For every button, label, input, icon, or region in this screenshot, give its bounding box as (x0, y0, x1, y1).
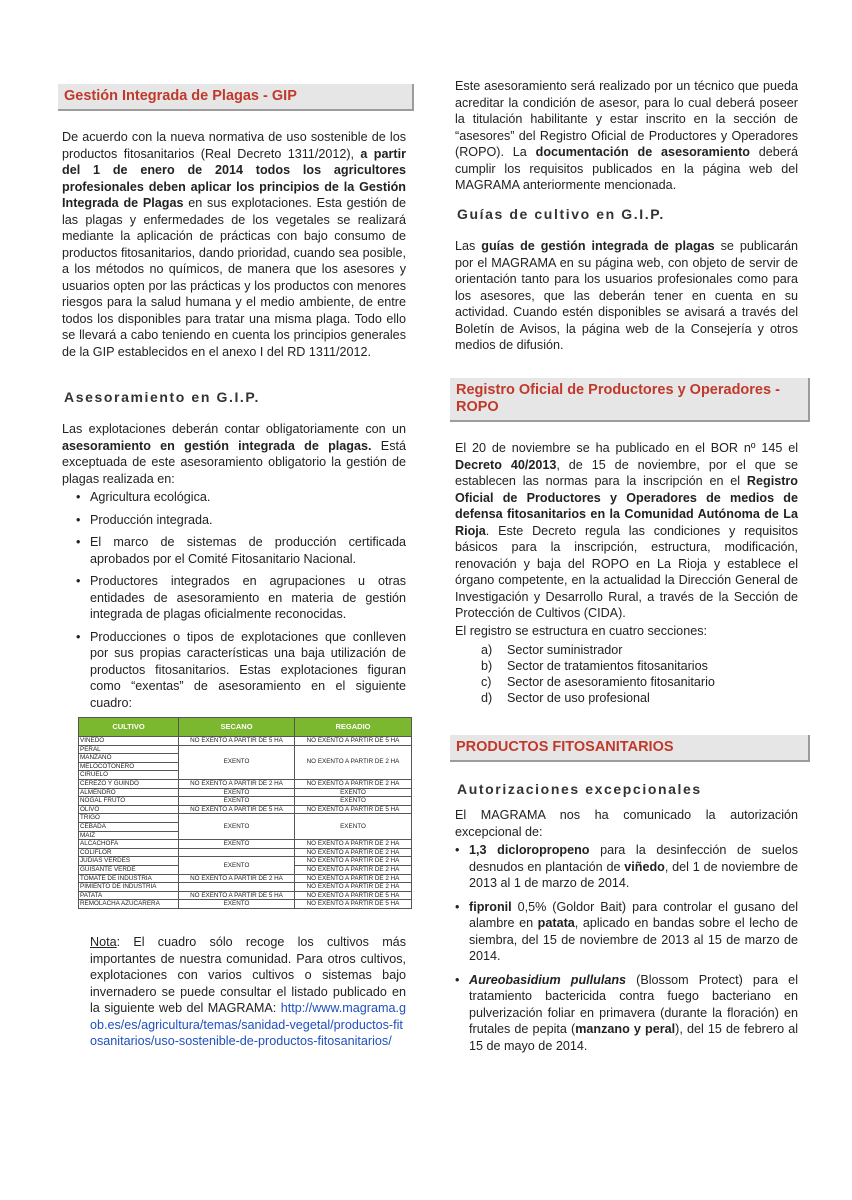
asesor-text-1: Este asesoramiento será realizado por un técnico que pueda acreditar la condición de asesor, para lo cual deberá poseer la titulación habilitante y estar inscrito en la sección de “asesores” del Registro Oficial de Productores y Operadores (ROPO). La (455, 79, 798, 159)
ropo-sections-intro: El registro se estructura en cuatro secciones: (455, 624, 707, 638)
asesoramiento-title: Asesoramiento en G.I.P. (64, 389, 261, 405)
list-item: • fipronil 0,5% (Goldor Bait) para controlar el gusano del alambre en patata, aplicado en bandas sobre el lecho de siembra, del 15 de noviembre de 2013 al 15 de marzo de 2014. (453, 899, 798, 965)
guias-text-2: se publicarán por el MAGRAMA en su página web, con objeto de servir de orientación tanto para los usuarios profesionales como para los asesores, que las deberán tener en cuenta en su actividad. Cuando estén disponibles se avisará a través del Boletín de Avisos, la página web de la Consejería y otros medios de difusión. (455, 239, 798, 352)
ropo-sections-list (455, 642, 798, 706)
list-item: b) Sector de tratamientos fitosanitarios (481, 659, 708, 673)
ropo-title (450, 378, 810, 422)
table-note (90, 934, 406, 1050)
autorizaciones-title: Autorizaciones excepcionales (457, 781, 702, 797)
table-row: CEREZO Y GUINDO NO EXENTO A PARTIR DE 2 HA NO EXENTO A PARTIR DE 2 HA (79, 779, 412, 788)
note-label: Nota (90, 935, 117, 949)
ropo-title-text: Registro Oficial de Productores y Operadores - ROPO (456, 382, 780, 415)
list-item: • 1,3 dicloropropeno para la desinfección de suelos desnudos en plantación de viñedo, del 1 de noviembre de 2013 al 1 de marzo de 2014. (453, 842, 798, 892)
table-row: NOGAL FRUTO EXENTO EXENTO (79, 797, 412, 806)
list-item: • Producción integrada. (64, 512, 406, 529)
table-row: REMOLACHA AZUCARERA EXENTO NO EXENTO A PARTIR DE 5 HA (79, 900, 412, 909)
table-row: TRIGO EXENTO EXENTO (79, 814, 412, 823)
asesor-paragraph (455, 78, 798, 194)
exception-list (64, 489, 406, 717)
guias-title: Guías de cultivo en G.I.P. (457, 206, 665, 222)
table-row: COLIFLOR NO EXENTO A PARTIR DE 2 HA (79, 848, 412, 857)
table-row: OLIVO NO EXENTO A PARTIR DE 5 HA NO EXENTO A PARTIR DE 5 HA (79, 805, 412, 814)
list-item: • Producciones o tipos de explotaciones que conlleven por sus propias características una baja utilización de productos fitosanitarios. Estas explotaciones figuran como “exentas” de asesoramiento en el siguiente cuadro: (64, 629, 406, 712)
gip-paragraph (62, 129, 406, 360)
productos-title (450, 735, 810, 762)
guias-text-1: Las (455, 239, 482, 253)
gip-text-2: en sus explotaciones. Esta gestión de las plagas y enfermedades de los vegetales se realizará mediante la aplicación de prácticas con bajo consumo de productos fitosanitarios, dando prioridad, cuando sea posible, a los métodos no químicos, de manera que los asesores y usuarios opten por las prácticas y los productos con menores riesgos para la salud humana y el medio ambiente, de entre todos los disponibles para tratar una misma plaga. Todo ello se llevará a cabo teniendo en cuenta los principios generales de la GIP establecidos en el anexo I del RD 1311/2012. (62, 196, 407, 359)
table-row: ALMENDRO EXENTO EXENTO (79, 788, 412, 797)
table-row: JUDIAS VERDES EXENTO NO EXENTO A PARTIR DE 2 HA (79, 857, 412, 866)
list-item: a) Sector suministrador (481, 643, 623, 657)
asesor-text-2: deberá cumplir los requisitos publicados en la página web del MAGRAMA anteriormente mencionada. (455, 145, 798, 192)
table-row: MELOCOTONERO (79, 762, 412, 771)
list-item: c) Sector de asesoramiento fitosanitario (481, 675, 715, 689)
magrama-link[interactable]: http://www.magrama.gob.es/es/agricultura/temas/sanidad-vegetal/productos-fitosanitarios/uso-sostenible-de-productos-fitosanitarios/ (90, 1001, 406, 1048)
gip-text-1: De acuerdo con la nueva normativa de uso sostenible de los productos fitosanitarios (Real Decreto 1311/2012), (62, 130, 406, 161)
ropo-paragraph: El 20 de noviembre se ha publicado en el BOR nº 145 el Decreto 40/2013, de 15 de noviembre, por el que se establecen las normas para la inscripción en el Registro Oficial de Productores y Operadores de medios de defensa fitosanitarios en la Comunidad Autónoma de La Rioja. Este Decreto regula las condiciones y requisitos básicos para la inscripción, estructura, modificación, renovación y baja del ROPO en La Rioja y establece el órgano competente, en la actualidad la Dirección General de Investigación y Desarrollo Rural, a través de la Sección de Protección de Cultivos (CIDA). (455, 441, 798, 620)
list-item: • Productores integrados en agrupaciones u otras entidades de asesoramiento en materia de gestión integrada de plagas oficialmente reconocidas. (64, 573, 406, 623)
asesoramiento-paragraph (62, 421, 406, 487)
list-item: • Agricultura ecológica. (64, 489, 406, 506)
list-item: • Aureobasidium pullulans (Blossom Protect) para el tratamiento bactericida contra fuego bacteriano en pulverización foliar en primavera (durante la floración) en frutales de pepita (manzano y peral), del 15 de febrero al 15 de mayo de 2014. (453, 972, 798, 1055)
table-row: GUISANTE VERDE NO EXENTO A PARTIR DE 2 HA (79, 865, 412, 874)
table-row: PERAL EXENTO NO EXENTO A PARTIR DE 2 HA (79, 745, 412, 754)
guias-paragraph (455, 238, 798, 354)
productos-title-text: PRODUCTOS FITOSANITARIOS (456, 739, 674, 755)
asesor-text-bold: documentación de asesoramiento (535, 145, 750, 159)
list-item: d) Sector de uso profesional (481, 691, 650, 705)
table-row: PIMIENTO DE INDUSTRIA NO EXENTO A PARTIR DE 2 HA (79, 883, 412, 892)
crops-table (78, 717, 412, 909)
gip-text-bold: a partir del 1 de enero de 2014 todos los agricultores profesionales deben aplicar los principios de la Gestión Integrada de Plagas (62, 146, 407, 210)
note-text: : El cuadro sólo recoge los cultivos más importantes de nuestra comunidad. Para otros cultivos, explotaciones con varios cultivos o sistemas bajo invernadero se puede consultar el listado publicado en la siguiente web del MAGRAMA: (90, 935, 406, 1015)
table-row: PATATA NO EXENTO A PARTIR DE 5 HA NO EXENTO A PARTIR DE 5 HA (79, 891, 412, 900)
table-header-cultivo: CULTIVO (79, 718, 179, 737)
table-row: MANZANO (79, 754, 412, 763)
gip-title-text: Gestión Integrada de Plagas - GIP (64, 88, 297, 104)
table-row: CEBADA (79, 822, 412, 831)
asesoramiento-text-bold: asesoramiento en gestión integrada de plagas. (62, 438, 372, 453)
table-row: TOMATE DE INDUSTRIA NO EXENTO A PARTIR DE 2 HA NO EXENTO A PARTIR DE 2 HA (79, 874, 412, 883)
table-row: CIRUELO (79, 771, 412, 780)
asesoramiento-text-1: Las explotaciones deberán contar obligatoriamente con un (62, 422, 406, 436)
table-row: VIÑEDO NO EXENTO A PARTIR DE 5 HA NO EXENTO A PARTIR DE 5 HA (79, 737, 412, 746)
table-header-regadio: REGADIO (295, 718, 412, 737)
productos-paragraph: El MAGRAMA nos ha comunicado la autorización excepcional de: (455, 808, 798, 839)
list-item: • El marco de sistemas de producción certificada aprobados por el Comité Fitosanitario Nacional. (64, 534, 406, 567)
table-header-secano: SECANO (179, 718, 295, 737)
table-row: MAIZ (79, 831, 412, 840)
gip-title (58, 84, 414, 111)
asesoramiento-text-2: Está exceptuada de este asesoramiento obligatorio la gestión de plagas realizada en: (62, 438, 406, 486)
table-row: ALCACHOFA EXENTO NO EXENTO A PARTIR DE 2 HA (79, 840, 412, 849)
authorizations-list (453, 842, 798, 1061)
guias-text-bold: guías de gestión integrada de plagas (481, 239, 715, 253)
